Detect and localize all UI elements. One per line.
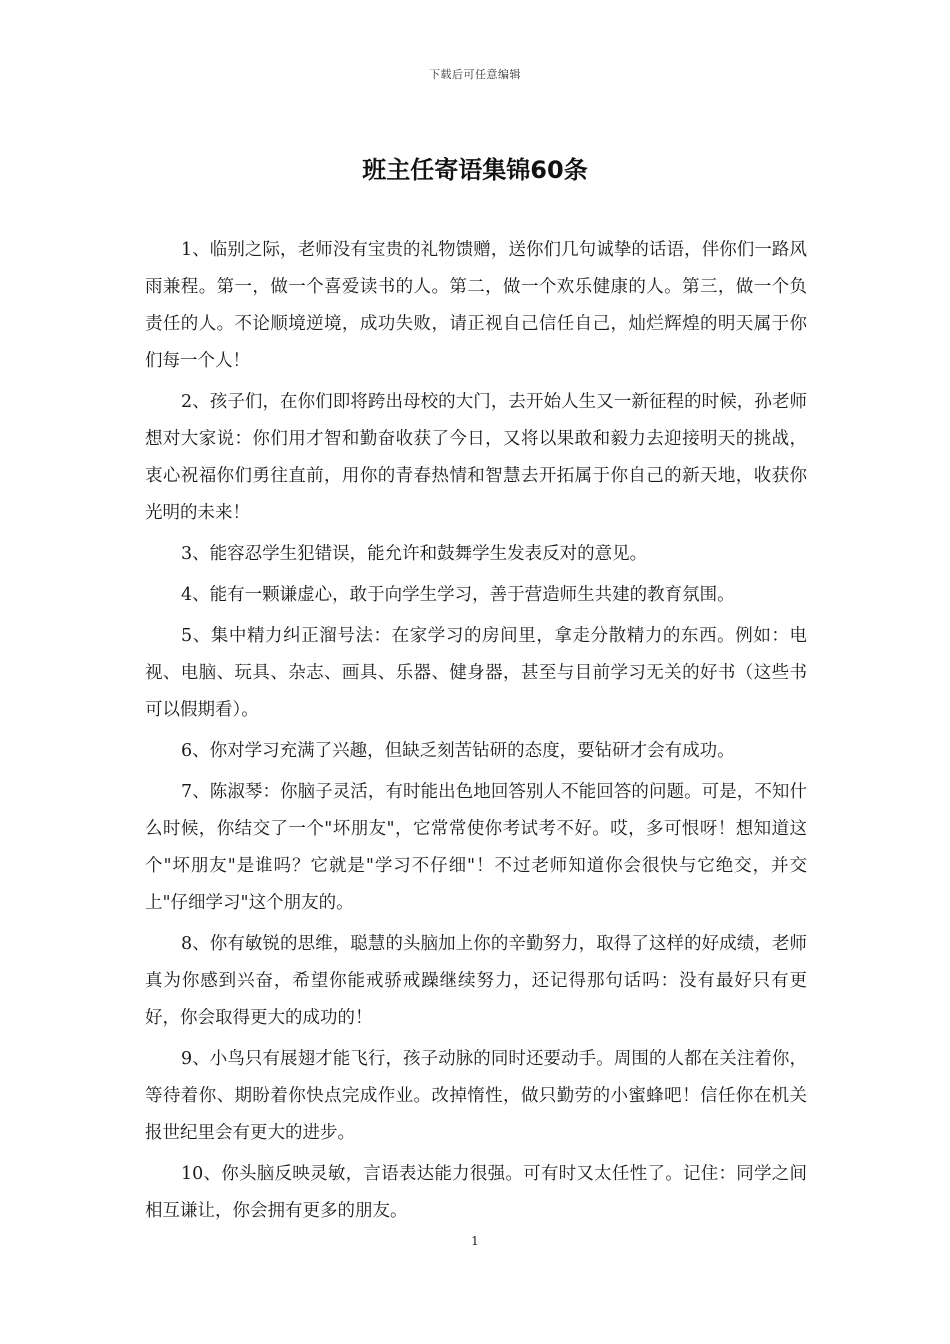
paragraph-5: 5、集中精力纠正溜号法：在家学习的房间里，拿走分散精力的东西。例如：电视、电脑、玩具、杂志、画具、乐器、健身器，甚至与目前学习无关的好书（这些书可以假期看）。 [145, 626, 807, 720]
paragraph-7: 7、陈淑琴：你脑子灵活，有时能出色地回答别人不能回答的问题。可是，不知什么时候，你结交了一个"坏朋友"，它常常使你考试考不好。哎，多可恨呀！想知道这个"坏朋友"是谁吗？它就是"学习不仔细"！不过老师知道你会很快与它绝交，并交上"仔细学习"这个朋友的。 [145, 782, 807, 913]
paragraph-2: 2、孩子们，在你们即将跨出母校的大门，去开始人生又一新征程的时候，孙老师想对大家说：你们用才智和勤奋收获了今日，又将以果敢和毅力去迎接明天的挑战，衷心祝福你们勇往直前，用你的青春热情和智慧去开拓属于你自己的新天地，收获你光明的未来！ [145, 392, 807, 523]
paragraph-10: 10、你头脑反映灵敏，言语表达能力很强。可有时又太任性了。记住：同学之间相互谦让，你会拥有更多的朋友。 [145, 1164, 807, 1221]
paragraph-3: 3、能容忍学生犯错误，能允许和鼓舞学生发表反对的意见。 [181, 544, 648, 564]
paragraph-1: 1、临别之际，老师没有宝贵的礼物馈赠，送你们几句诚挚的话语，伴你们一路风雨兼程。第一，做一个喜爱读书的人。第二，做一个欢乐健康的人。第三，做一个负责任的人。不论顺境逆境，成功失败，请正视自己信任自己，灿烂辉煌的明天属于你们每一个人！ [145, 240, 807, 371]
paragraph-6: 6、你对学习充满了兴趣，但缺乏刻苦钻研的态度，要钻研才会有成功。 [181, 741, 735, 761]
document-body [145, 232, 807, 1234]
paragraph-4: 4、能有一颗谦虚心，敢于向学生学习，善于营造师生共建的教育氛围。 [181, 585, 735, 605]
paragraph-9: 9、小鸟只有展翅才能飞行，孩子动脉的同时还要动手。周围的人都在关注着你，等待着你、期盼着你快点完成作业。改掉惰性，做只勤劳的小蜜蜂吧！信任你在机关报世纪里会有更大的进步。 [145, 1049, 807, 1143]
paragraph-8: 8、你有敏锐的思维，聪慧的头脑加上你的辛勤努力，取得了这样的好成绩，老师真为你感到兴奋，希望你能戒骄戒躁继续努力，还记得那句话吗：没有最好只有更好，你会取得更大的成功的！ [145, 934, 807, 1028]
page-title: 班主任寄语集锦60条 [362, 156, 588, 184]
header-note: 下载后可任意编辑 [429, 68, 521, 81]
page-number: 1 [471, 1234, 479, 1248]
